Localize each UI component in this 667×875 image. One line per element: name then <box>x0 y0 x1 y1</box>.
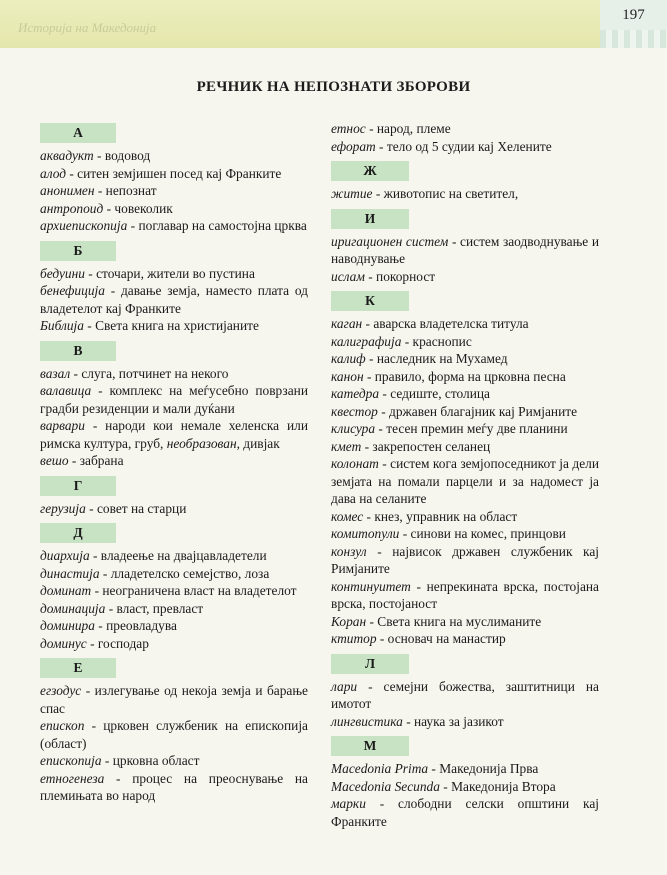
entry-definition: - непознат <box>94 183 157 198</box>
entry-definition: - излегување од некоја земја и барање спас <box>40 683 308 716</box>
entry-term: алод <box>40 165 66 181</box>
glossary-entry <box>331 268 599 286</box>
entry-term: доминат <box>40 583 92 598</box>
entry-definition: - власт, превласт <box>105 600 204 616</box>
glossary-entry <box>40 582 308 600</box>
glossary-entry <box>331 420 599 438</box>
entry-definition: - владеење на двајцавладетели <box>89 548 267 563</box>
entry-term: конзул <box>331 543 367 559</box>
entry-definition-italic: необразован <box>166 435 237 451</box>
entry-term: Библија <box>40 318 84 333</box>
glossary-entry <box>331 508 599 526</box>
entry-term: ислам <box>331 268 365 284</box>
entry-term: доминира <box>40 618 95 633</box>
glossary-entry <box>40 682 308 717</box>
running-title: Историја на Македонија <box>18 20 157 35</box>
entry-definition: - совет на старци <box>85 500 187 516</box>
section-cont <box>331 120 599 155</box>
entry-definition: - црковен службеник на епископија (област) <box>40 718 308 751</box>
glossary-entry <box>40 635 308 653</box>
glossary-entry <box>40 147 308 165</box>
entry-term: лингвистика <box>331 713 403 729</box>
section-letter: Б <box>40 241 116 261</box>
entry-definition: - Македонија Прва <box>428 761 539 776</box>
entry-term: житие <box>331 186 373 201</box>
glossary-entry <box>40 382 308 417</box>
glossary-entry <box>40 452 308 470</box>
section-К <box>331 291 599 648</box>
entry-term: егзодус <box>40 683 82 698</box>
entry-definition: - неограничена власт на владетелот <box>91 583 297 598</box>
glossary-entry <box>40 182 308 200</box>
entry-definition: - тело од 5 судии кај Хелените <box>375 138 552 154</box>
entry-definition: - Света книга на христијаните <box>83 318 259 333</box>
entry-definition: - човеколик <box>103 200 173 216</box>
entry-definition: - семејни божества, заштитници на имотот <box>331 678 599 711</box>
entry-definition: - животопис на светител, <box>372 186 519 201</box>
entry-term: епископ <box>40 718 85 733</box>
entry-term: бедуини <box>40 265 85 281</box>
page-title: РЕЧНИК НА НЕПОЗНАТИ ЗБОРОВИ <box>196 79 471 95</box>
glossary-entry <box>331 385 599 403</box>
glossary-entry <box>331 795 599 830</box>
glossary-entry <box>331 543 599 578</box>
glossary-entry <box>331 333 599 351</box>
left-column <box>40 120 308 807</box>
entry-definition: - систем кога земјопоседникот ја дели земјата на помали парцели и за надомест ја дава на селаните <box>331 456 599 506</box>
entry-term: колонат <box>331 456 379 471</box>
section-Б <box>40 241 308 335</box>
entry-definition: - наследник на Мухамед <box>365 351 508 366</box>
glossary-entry <box>331 185 599 203</box>
entry-term: марки <box>331 796 366 811</box>
glossary-entry <box>40 565 308 583</box>
entry-term: анонимен <box>40 183 95 198</box>
section-letter: И <box>331 209 409 229</box>
glossary-entry <box>40 600 308 618</box>
section-letter: Е <box>40 658 116 678</box>
entry-definition: - државен благајник кај Римјаните <box>377 403 578 419</box>
entry-definition: - покорност <box>364 268 436 284</box>
section-letter: Л <box>331 654 409 674</box>
glossary-entry <box>331 525 599 543</box>
glossary-entry <box>40 365 308 383</box>
entry-term: вешо <box>40 453 69 468</box>
entry-term: епископија <box>40 753 102 768</box>
entry-definition: - преовладува <box>94 618 177 633</box>
section-М <box>331 736 599 830</box>
entry-term: доминус <box>40 635 87 651</box>
glossary-entry <box>331 438 599 456</box>
entry-term: аквадукт <box>40 148 94 163</box>
right-column <box>331 120 599 832</box>
entry-definition: - давање земја, наместо плата од владетелот кај Франките <box>40 283 308 316</box>
entry-term: етногенеза <box>40 770 105 786</box>
entry-term: Macedonia Secunda <box>331 778 440 794</box>
glossary-entry <box>331 578 599 613</box>
entry-term: доминација <box>40 600 106 616</box>
glossary-entry <box>40 217 308 235</box>
entry-definition: - поглавар на самостојна црква <box>127 218 307 233</box>
entry-term: континуитет <box>331 578 411 594</box>
entry-definition: - тесен премин меѓу две планини <box>375 421 568 436</box>
entry-term: каган <box>331 316 363 331</box>
entry-definition: - народи кои немале хеленска или римска култура, груб, <box>40 418 308 451</box>
section-И <box>331 209 599 286</box>
entry-term: валавица <box>40 383 92 398</box>
section-letter: Ж <box>331 161 409 181</box>
entry-definition: - наука за јазикот <box>402 713 504 729</box>
entry-definition: - слободни селски општини кај Франките <box>331 796 599 829</box>
entry-term: Macedonia Prima <box>331 761 429 776</box>
entry-term: Коран <box>331 613 367 629</box>
glossary-entry <box>331 350 599 368</box>
glossary-entry <box>331 315 599 333</box>
entry-term: калиф <box>331 351 366 366</box>
entry-term: етнос <box>331 121 366 136</box>
glossary-entry <box>331 455 599 508</box>
glossary-entry <box>40 752 308 770</box>
entry-definition: - Света книга на муслиманите <box>366 613 542 629</box>
glossary-entry <box>331 678 599 713</box>
section-А <box>40 123 308 235</box>
section-letter: А <box>40 123 116 143</box>
entry-definition: - синови на комес, принцови <box>399 526 566 541</box>
page-number: 197 <box>600 0 667 30</box>
entry-definition: - краснопис <box>401 333 472 349</box>
entry-definition: - слуга, потчинет на некого <box>70 365 229 381</box>
glossary-entry <box>331 403 599 421</box>
section-В <box>40 341 308 470</box>
glossary-entry <box>331 120 599 138</box>
glossary-entry <box>331 713 599 731</box>
entry-definition: - кнез, управник на област <box>363 508 518 524</box>
section-letter: Д <box>40 523 116 543</box>
entry-definition: - систем заодводнување и наводнување <box>331 233 600 266</box>
entry-definition: - забрана <box>68 453 124 468</box>
entry-term: кмет <box>331 438 362 454</box>
section-letter: В <box>40 341 116 361</box>
entry-term: комес <box>331 508 364 524</box>
entry-definition: - црковна област <box>101 753 200 768</box>
glossary-entry <box>40 717 308 752</box>
entry-term: варвари <box>40 418 85 433</box>
section-letter: Г <box>40 476 116 496</box>
glossary-entry <box>40 770 308 805</box>
entry-term: комитопули <box>331 526 400 541</box>
glossary-entry <box>40 417 308 452</box>
entry-term: герузија <box>40 500 86 516</box>
corner-decoration <box>600 30 667 48</box>
section-Л <box>331 654 599 731</box>
entry-term: архиепископија <box>40 218 128 233</box>
entry-term: клисура <box>331 421 376 436</box>
section-Г <box>40 476 308 518</box>
entry-term: ктитор <box>331 631 377 646</box>
entry-definition: - правило, форма на црковна песна <box>363 368 566 384</box>
entry-definition-cont: , дивјак <box>236 435 280 451</box>
section-Е <box>40 658 308 805</box>
entry-term: квестор <box>331 403 378 419</box>
glossary-entry <box>331 630 599 648</box>
glossary-entry <box>40 617 308 635</box>
entry-definition: - лладетелско семејство, лоза <box>99 565 270 581</box>
entry-definition: - комплекс на меѓусебно поврзани градби резиденции и мали дуќани <box>40 383 308 416</box>
section-letter: К <box>331 291 409 311</box>
entry-term: катедра <box>331 386 380 401</box>
entry-term: лари <box>331 678 358 694</box>
entry-term: вазал <box>40 365 71 381</box>
glossary-entry <box>331 613 599 631</box>
section-letter: М <box>331 736 409 756</box>
glossary-entry <box>331 778 599 796</box>
glossary-entry <box>331 760 599 778</box>
entry-term: канон <box>331 368 364 384</box>
entry-term: антропоид <box>40 200 104 216</box>
glossary-entry <box>331 138 599 156</box>
entry-term: иригационен систем <box>331 233 449 249</box>
entry-term: диархија <box>40 548 90 563</box>
entry-term: ефорат <box>331 138 376 154</box>
entry-term: калиграфија <box>331 333 402 349</box>
entry-definition: - процес на преоснување на племињата во народ <box>40 770 308 803</box>
entry-definition: - закрепостен селанец <box>361 438 491 454</box>
entry-definition: - непрекината врска, постојана врска, постојаност <box>331 578 599 611</box>
entry-term: бенефиција <box>40 283 105 298</box>
glossary-entry <box>331 233 599 268</box>
entry-definition: - седиште, столица <box>379 386 490 401</box>
section-Д <box>40 523 308 652</box>
entry-definition: - сточари, жители во пустина <box>84 265 255 281</box>
entry-term: династија <box>40 565 100 581</box>
entry-definition: - ситен земјишен посед кај Франките <box>66 165 282 181</box>
entry-definition: - водовод <box>93 148 151 163</box>
entry-definition: - аварска владетелска титула <box>362 316 529 331</box>
glossary-entry <box>40 547 308 565</box>
glossary-entry <box>40 200 308 218</box>
glossary-entry <box>40 317 308 335</box>
entry-definition: - основач на манастир <box>376 631 506 646</box>
glossary-entry <box>331 368 599 386</box>
entry-definition: - господар <box>86 635 149 651</box>
entry-definition: - народ, племе <box>365 121 451 136</box>
glossary-entry <box>40 265 308 283</box>
glossary-entry <box>40 165 308 183</box>
glossary-entry <box>40 500 308 518</box>
glossary-entry <box>40 282 308 317</box>
entry-definition: - Македонија Втора <box>439 778 556 794</box>
header-band <box>0 0 600 48</box>
section-Ж <box>331 161 599 203</box>
entry-definition: - највисок државен службеник кај Римјаните <box>331 543 599 576</box>
